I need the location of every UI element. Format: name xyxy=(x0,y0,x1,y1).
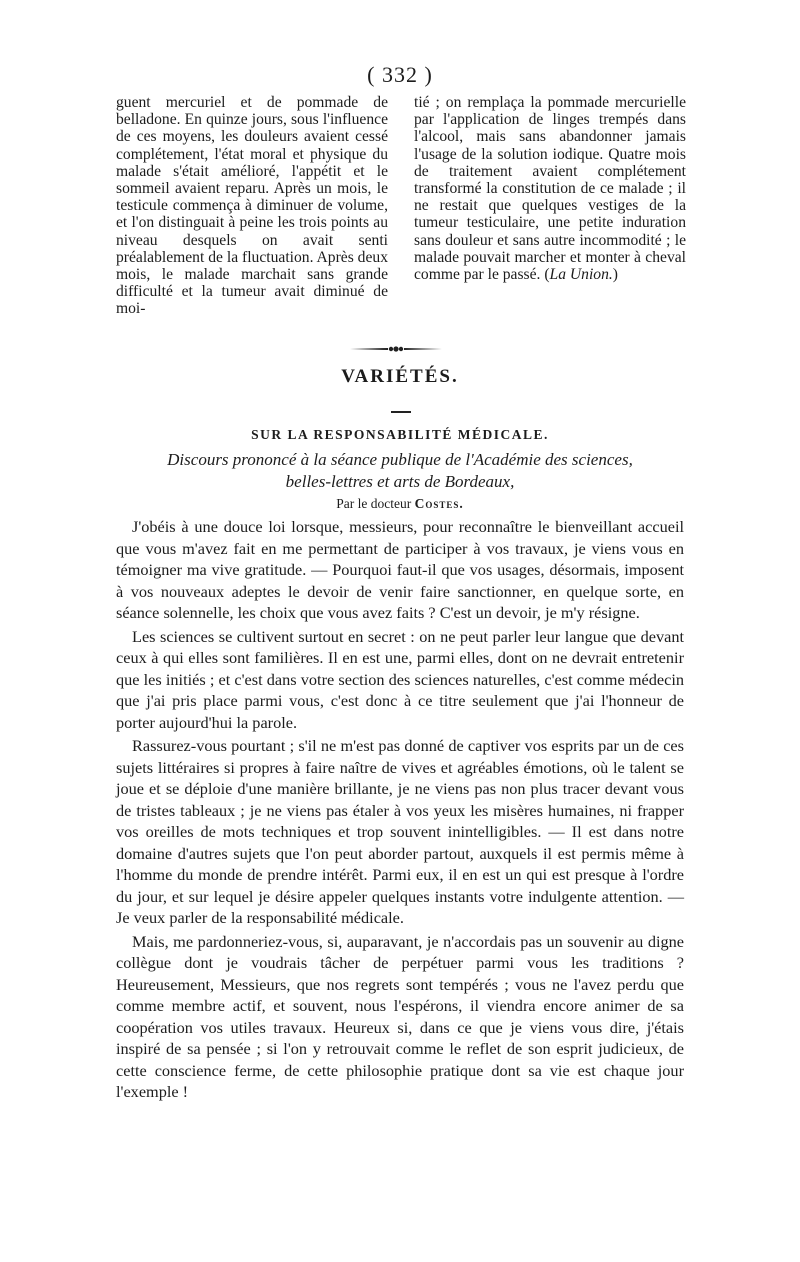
source-citation: La Union. xyxy=(549,266,613,284)
author-prefix: Par le docteur xyxy=(336,496,412,511)
two-column-section xyxy=(116,94,686,318)
right-column-text: tié ; on remplaça la pommade mercurielle par l'application de linges trempés dans l'alcool, mais sans abandonner jamais l'usage de la solution iodique. Quatre mois de traitement avaient complétement transformé la constitution de ce malade ; il ne restait que quelques vestiges de la tumeur testiculaire, une petite induration sans douleur et sans autre incommodité ; le malade pouvait marcher et monter à cheval comme par le passé. ( xyxy=(414,94,686,284)
right-column-paragraph xyxy=(414,94,686,283)
discours-line-2: belles-lettres et arts de Bordeaux, xyxy=(285,472,515,491)
ornament-divider-icon xyxy=(348,344,444,354)
page-number: ( 332 ) xyxy=(367,62,433,87)
article-body xyxy=(116,516,684,1105)
author-line xyxy=(0,496,800,512)
paragraph-3: Rassurez-vous pourtant ; s'il ne m'est pas donné de captiver vos esprits par un de ces sujets littéraires si propres à faire naître de vives et agréables émotions, où le talent se joue et se déploie d'une manière brillante, je ne viens pas non plus tracer devant vous de tristes tableaux ; je ne viens pas étaler à vos yeux les misères humaines, ni frapper vos oreilles de mots techniques et trop souvent inintelligibles. — Il est dans notre domaine d'autres sujets que l'on peut aborder partout, auxquels il est permis même à l'homme du monde de prendre intérêt. Parmi eux, il en est un qui est presque à l'ordre du jour, et sur lequel je désire appeler quelques instants votre indulgente attention. — Je veux parler de la responsabilité médicale. xyxy=(116,736,684,927)
title-rule xyxy=(391,411,411,413)
paragraph-1: J'obéis à une douce loi lorsque, messieurs, pour reconnaître le bienveillant accueil que vous m'avez fait en me permettant de participer à vos travaux, je viens vous en témoigner ma vive gratitude. — Pourquoi faut-il que vos usages, désormais, imposent à vos nouveaux adeptes le devoir de venir faire sanctionner, en quelque sorte, en séance solennelle, les choix que vous avez faits ? C'est un devoir, je m'y résigne. xyxy=(116,517,684,622)
author-name: Costes. xyxy=(414,496,464,511)
discours-line-1: Discours prononcé à la séance publique de l'Académie des sciences, xyxy=(167,450,633,469)
right-column-close: ) xyxy=(612,266,618,284)
article-title: SUR LA RESPONSABILITÉ MÉDICALE. xyxy=(251,427,549,442)
paragraph-2: Les sciences se cultivent surtout en secret : on ne peut parler leur langue que devant ceux à qui elles sont familières. Il en est une, parmi elles, dont on ne devrait entretenir que les initiés ; et c'est dans votre section des sciences naturelles, c'est comme médecin que j'ai pris place parmi vous, c'est donc à ce titre seulement que j'ai l'honneur de porter aujourd'hui la parole. xyxy=(116,626,684,732)
left-column-text: guent mercuriel et de pommade de belladone. En quinze jours, sous l'influence de ces moyens, les douleurs avaient cessé complétement, l'état moral et physique du malade s'était amélioré, l'appétit et le sommeil avaient reparu. Après un mois, le testicule commença à diminuer de volume, et l'on distinguait à peine les trois points au niveau desquels on avait senti préalablement de la fluctuation. Après deux mois, le malade marchait sans grande difficulté et la tumeur avait diminué de moi- xyxy=(116,94,388,318)
left-column xyxy=(116,94,388,318)
right-column xyxy=(414,94,686,318)
discours-heading xyxy=(0,449,800,493)
section-title: VARIÉTÉS. xyxy=(341,366,459,387)
paragraph-4: Mais, me pardonneriez-vous, si, auparavant, je n'accordais pas un souvenir au digne collègue dont je voudrais tâcher de perpétuer parmi vous les traditions ? Heureusement, Messieurs, que nos regrets sont tempérés ; vous ne l'avez perdu que comme membre actif, et souvent, nous l'espérons, il viendra encore animer de sa coopération vos utiles travaux. Heureux si, dans ce que je viens vous dire, j'étais inspiré de sa pensée ; si l'on y retrouvait comme le reflet de son esprit judicieux, de cette conscience ferme, de cette philosophie pratique dont sa vie est chaque jour l'exemple ! xyxy=(116,931,684,1101)
